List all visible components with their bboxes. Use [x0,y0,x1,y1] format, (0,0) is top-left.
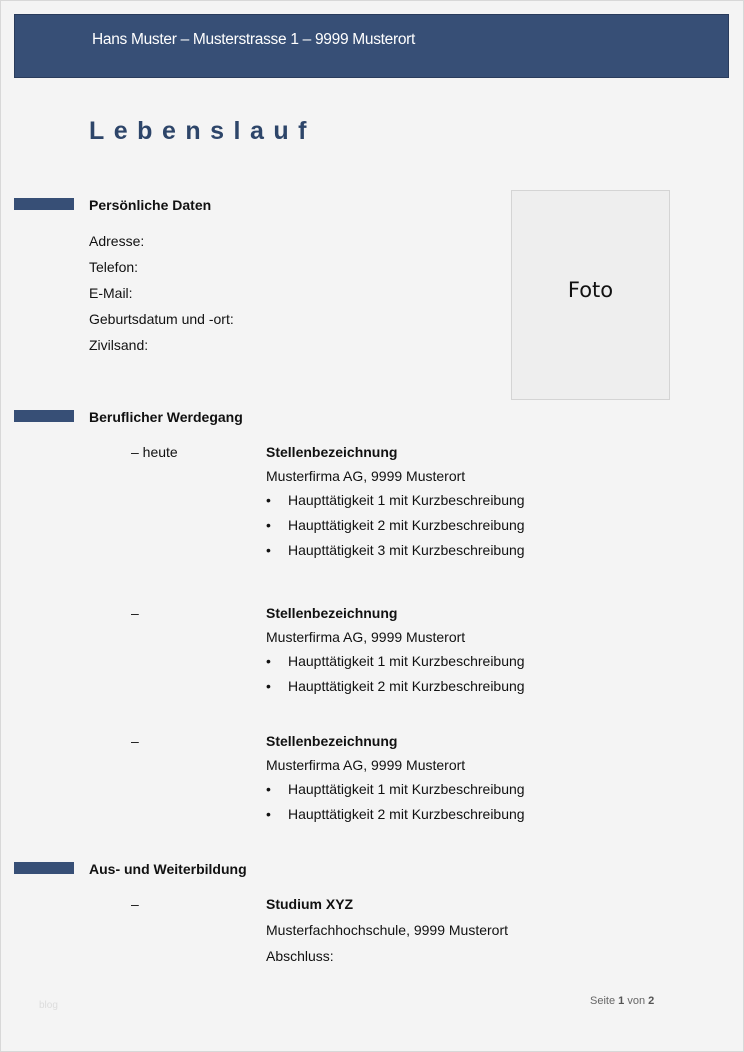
entry-date: – [131,896,139,912]
entry-company: Musterfirma AG, 9999 Musterort [266,468,466,484]
bullet-icon: • [266,542,271,558]
entry-company: Musterfirma AG, 9999 Musterort [266,629,466,645]
page-number: Seite 1 von 2 [590,995,655,1007]
field-address: Adresse: [89,233,145,249]
entry-position: Stellenbezeichnung [266,444,398,460]
section-title-career: Beruflicher Werdegang [89,409,243,425]
photo-placeholder [511,190,670,400]
field-email: E-Mail: [89,285,133,301]
entry-degree: Abschluss: [266,948,334,964]
document-title: Lebenslauf [89,117,316,145]
field-phone: Telefon: [89,259,139,275]
section-title-personal: Persönliche Daten [89,197,212,213]
photo-label: Foto [567,278,614,302]
bullet-icon: • [266,678,271,694]
bullet-icon: • [266,653,271,669]
entry-position: Stellenbezeichnung [266,605,398,621]
entry-program: Studium XYZ [266,896,354,912]
section-title-education: Aus- und Weiterbildung [89,861,247,877]
section-marker-career [14,410,74,422]
entry-company: Musterfirma AG, 9999 Musterort [266,757,466,773]
entry-date: – [131,733,139,749]
header-contact-line: Hans Muster – Musterstrasse 1 – 9999 Musterort [92,31,416,48]
entry-school: Musterfachhochschule, 9999 Musterort [266,922,509,938]
entry-position: Stellenbezeichnung [266,733,398,749]
bullet-icon: • [266,492,271,508]
total-pages: 2 [648,995,655,1007]
bullet-icon: • [266,781,271,797]
header-bar [14,14,729,78]
entry-date: – [131,605,139,621]
bullet-icon: • [266,517,271,533]
field-birth: Geburtsdatum und -ort: [89,311,234,327]
entry-date: – heute [131,444,178,460]
current-page: 1 [618,995,625,1007]
field-civil-status: Zivilsand: [89,337,149,353]
section-marker-education [14,862,74,874]
section-marker-personal [14,198,74,210]
watermark: blog [39,1000,58,1011]
bullet-icon: • [266,806,271,822]
